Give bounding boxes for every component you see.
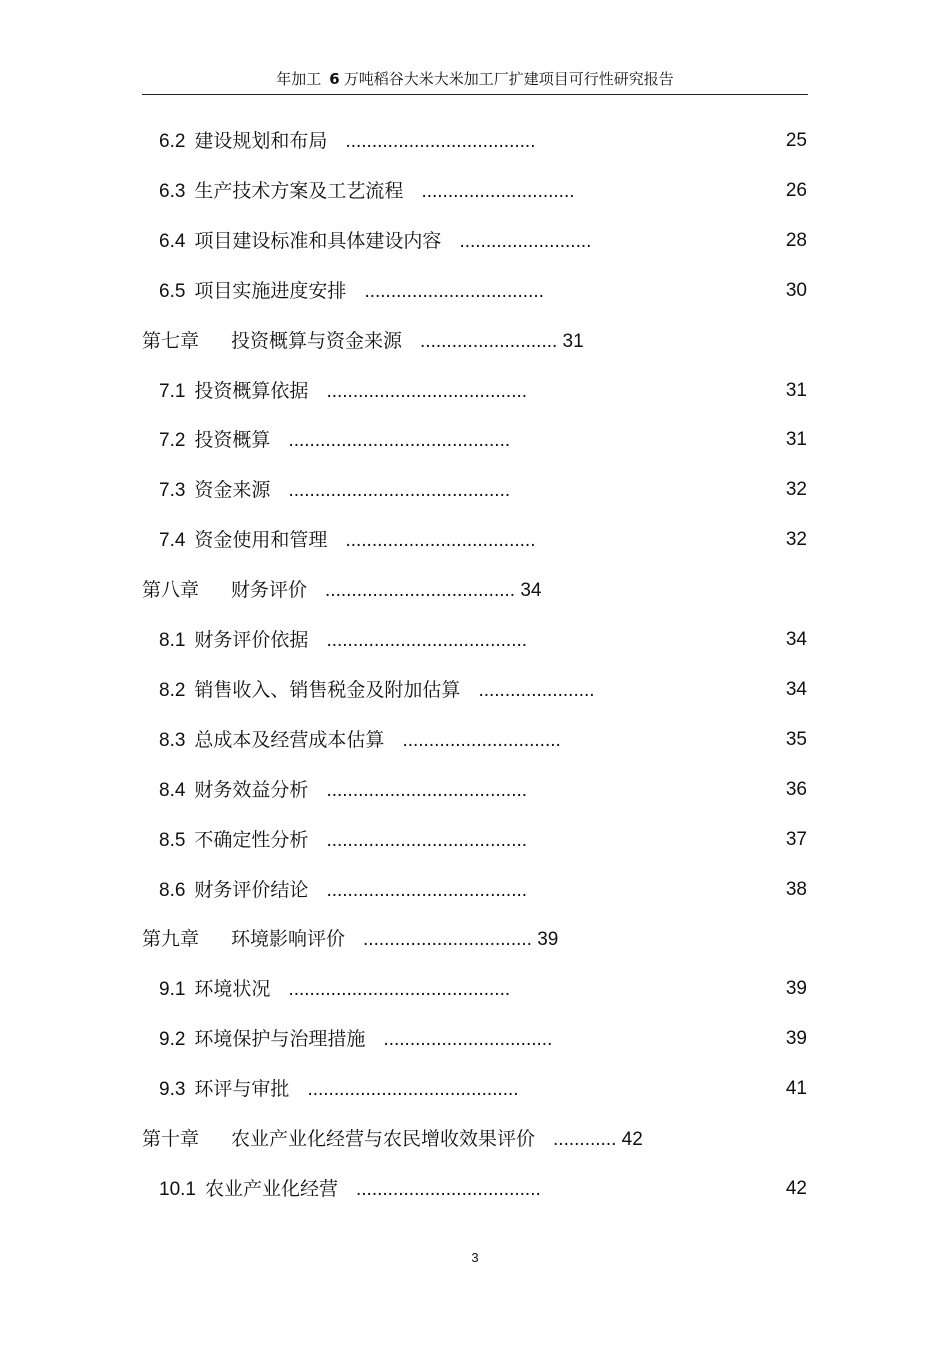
toc-entry-title: 农业产业化经营 — [204, 1178, 338, 1200]
toc-leader-dots: ...................................... — [326, 381, 528, 402]
toc-entry-number: 9.2 — [159, 1029, 186, 1050]
toc-entry-number: 第八章 — [142, 580, 200, 601]
toc-entry-title: 环境影响评价 — [231, 928, 346, 950]
toc-page-number: 34 — [785, 679, 807, 700]
toc-section-entry[interactable] — [159, 176, 575, 206]
toc-leader-dots: ...................................... — [326, 830, 528, 851]
toc-section-entry[interactable] — [159, 475, 510, 505]
page-number: 3 — [471, 1250, 479, 1265]
toc-chapter-entry[interactable] — [142, 924, 558, 954]
toc-entry-title: 财务评价 — [231, 579, 308, 601]
toc-entry-number: 第七章 — [142, 331, 200, 352]
toc-leader-dots: .................................. — [364, 281, 544, 302]
toc-entry-title: 投资概算与资金来源 — [231, 330, 403, 352]
toc-entry-number: 第十章 — [142, 1129, 200, 1150]
toc-section-entry[interactable] — [159, 675, 595, 705]
toc-page-number: 30 — [785, 280, 807, 301]
toc-entry-number: 8.3 — [159, 730, 186, 751]
toc-page-number: 39 — [531, 929, 559, 950]
toc-page-number: 31 — [557, 331, 584, 352]
toc-page-number: 38 — [785, 879, 807, 900]
toc-section-entry[interactable] — [159, 974, 510, 1004]
toc-section-entry[interactable] — [159, 875, 527, 905]
toc-page-number: 41 — [785, 1078, 807, 1099]
toc-page-number: 39 — [785, 978, 807, 999]
toc-leader-dots: .............................. — [402, 730, 561, 751]
running-header — [142, 68, 808, 90]
toc-section-entry[interactable] — [159, 425, 510, 455]
toc-section-entry[interactable] — [159, 525, 535, 555]
toc-section-entry[interactable] — [159, 825, 527, 855]
toc-leader-dots: ................................ — [383, 1029, 553, 1050]
toc-chapter-entry[interactable] — [142, 1124, 643, 1154]
toc-entry-title: 财务效益分析 — [194, 779, 309, 801]
toc-entry-title: 投资概算 — [194, 429, 271, 451]
toc-entry-number: 10.1 — [159, 1179, 196, 1200]
toc-entry-title: 资金来源 — [194, 479, 271, 501]
toc-entry-title: 环境状况 — [194, 978, 271, 1000]
toc-leader-dots: ...................... — [478, 680, 595, 701]
toc-entry-number: 8.2 — [159, 680, 186, 701]
toc-page-number: 32 — [785, 479, 807, 500]
header-text-post: 万吨稻谷大米大米加工厂扩建项目可行性研究报告 — [343, 70, 674, 88]
toc-leader-dots: ...................................... — [326, 630, 528, 651]
toc-entry-number: 6.2 — [159, 131, 186, 152]
toc-page-number: 42 — [616, 1129, 643, 1150]
toc-chapter-entry[interactable] — [142, 326, 584, 356]
toc-entry-title: 不确定性分析 — [194, 829, 309, 851]
toc-leader-dots: .......................................... — [288, 430, 511, 451]
toc-leader-dots: .................................... — [345, 530, 536, 551]
toc-entry-title: 销售收入、销售税金及附加估算 — [194, 679, 461, 701]
toc-entry-number: 第九章 — [142, 929, 200, 950]
toc-entry-number: 8.6 — [159, 880, 186, 901]
toc-page-number: 37 — [785, 829, 807, 850]
toc-page-number: 32 — [785, 529, 807, 550]
toc-section-entry[interactable] — [159, 376, 527, 406]
toc-page-number: 34 — [785, 629, 807, 650]
toc-section-entry[interactable] — [159, 226, 591, 256]
toc-entry-title: 财务评价依据 — [194, 629, 309, 651]
toc-page-number: 31 — [785, 429, 807, 450]
toc-entry-number: 7.1 — [159, 381, 186, 402]
toc-section-entry[interactable] — [159, 775, 527, 805]
toc-entry-title: 资金使用和管理 — [194, 529, 328, 551]
toc-leader-dots: .......................................... — [288, 979, 511, 1000]
toc-entry-title: 环境保护与治理措施 — [194, 1028, 366, 1050]
toc-leader-dots: .......................... — [420, 331, 558, 352]
toc-leader-dots: .................................... — [345, 131, 536, 152]
toc-entry-number: 6.4 — [159, 231, 186, 252]
toc-leader-dots: ...................................... — [326, 880, 528, 901]
toc-entry-number: 7.4 — [159, 530, 186, 551]
toc-page-number: 31 — [785, 380, 807, 401]
toc-section-entry[interactable] — [159, 1174, 541, 1204]
toc-entry-number: 6.5 — [159, 281, 186, 302]
toc-entry-number: 9.1 — [159, 979, 186, 1000]
toc-page-number: 42 — [785, 1178, 807, 1199]
toc-page-number: 39 — [785, 1028, 807, 1049]
toc-entry-number: 9.3 — [159, 1079, 186, 1100]
toc-page-number: 36 — [785, 779, 807, 800]
toc-leader-dots: .................................... — [325, 580, 516, 601]
toc-leader-dots: ................................... — [356, 1179, 541, 1200]
header-number: 6 — [329, 70, 340, 88]
toc-leader-dots: ................................ — [363, 929, 532, 950]
toc-page-number: 28 — [785, 230, 807, 251]
toc-page-number: 35 — [785, 729, 807, 750]
toc-entry-number: 6.3 — [159, 181, 186, 202]
toc-section-entry[interactable] — [159, 625, 527, 655]
toc-entry-title: 项目建设标准和具体建设内容 — [194, 230, 442, 252]
toc-section-entry[interactable] — [159, 1074, 519, 1104]
toc-section-entry[interactable] — [159, 276, 544, 306]
toc-page-number: 34 — [515, 580, 542, 601]
toc-chapter-entry[interactable] — [142, 575, 542, 605]
toc-entry-title: 建设规划和布局 — [194, 130, 328, 152]
toc-leader-dots: ........................................ — [307, 1079, 519, 1100]
toc-leader-dots: ............ — [553, 1129, 617, 1150]
toc-entry-title: 环评与审批 — [194, 1078, 290, 1100]
toc-leader-dots: .......................................... — [288, 480, 511, 501]
header-text-pre: 年加工 — [276, 70, 322, 88]
toc-page-number: 25 — [785, 130, 807, 151]
toc-entry-title: 生产技术方案及工艺流程 — [194, 180, 404, 202]
toc-section-entry[interactable] — [159, 725, 561, 755]
toc-entry-title: 总成本及经营成本估算 — [194, 729, 385, 751]
toc-entry-title: 财务评价结论 — [194, 879, 309, 901]
toc-entry-number: 7.2 — [159, 430, 186, 451]
toc-page-number: 26 — [785, 180, 807, 201]
toc-section-entry[interactable] — [159, 1024, 552, 1054]
toc-entry-number: 8.1 — [159, 630, 186, 651]
toc-leader-dots: ......................... — [459, 231, 592, 252]
toc-entry-number: 8.4 — [159, 780, 186, 801]
toc-entry-title: 农业产业化经营与农民增收效果评价 — [231, 1128, 536, 1150]
toc-entry-number: 8.5 — [159, 830, 186, 851]
toc-section-entry[interactable] — [159, 126, 535, 156]
toc-entry-title: 项目实施进度安排 — [194, 280, 347, 302]
toc-leader-dots: ............................. — [421, 181, 575, 202]
toc-entry-number: 7.3 — [159, 480, 186, 501]
header-rule — [142, 94, 808, 95]
toc-leader-dots: ...................................... — [326, 780, 528, 801]
toc-entry-title: 投资概算依据 — [194, 380, 309, 402]
